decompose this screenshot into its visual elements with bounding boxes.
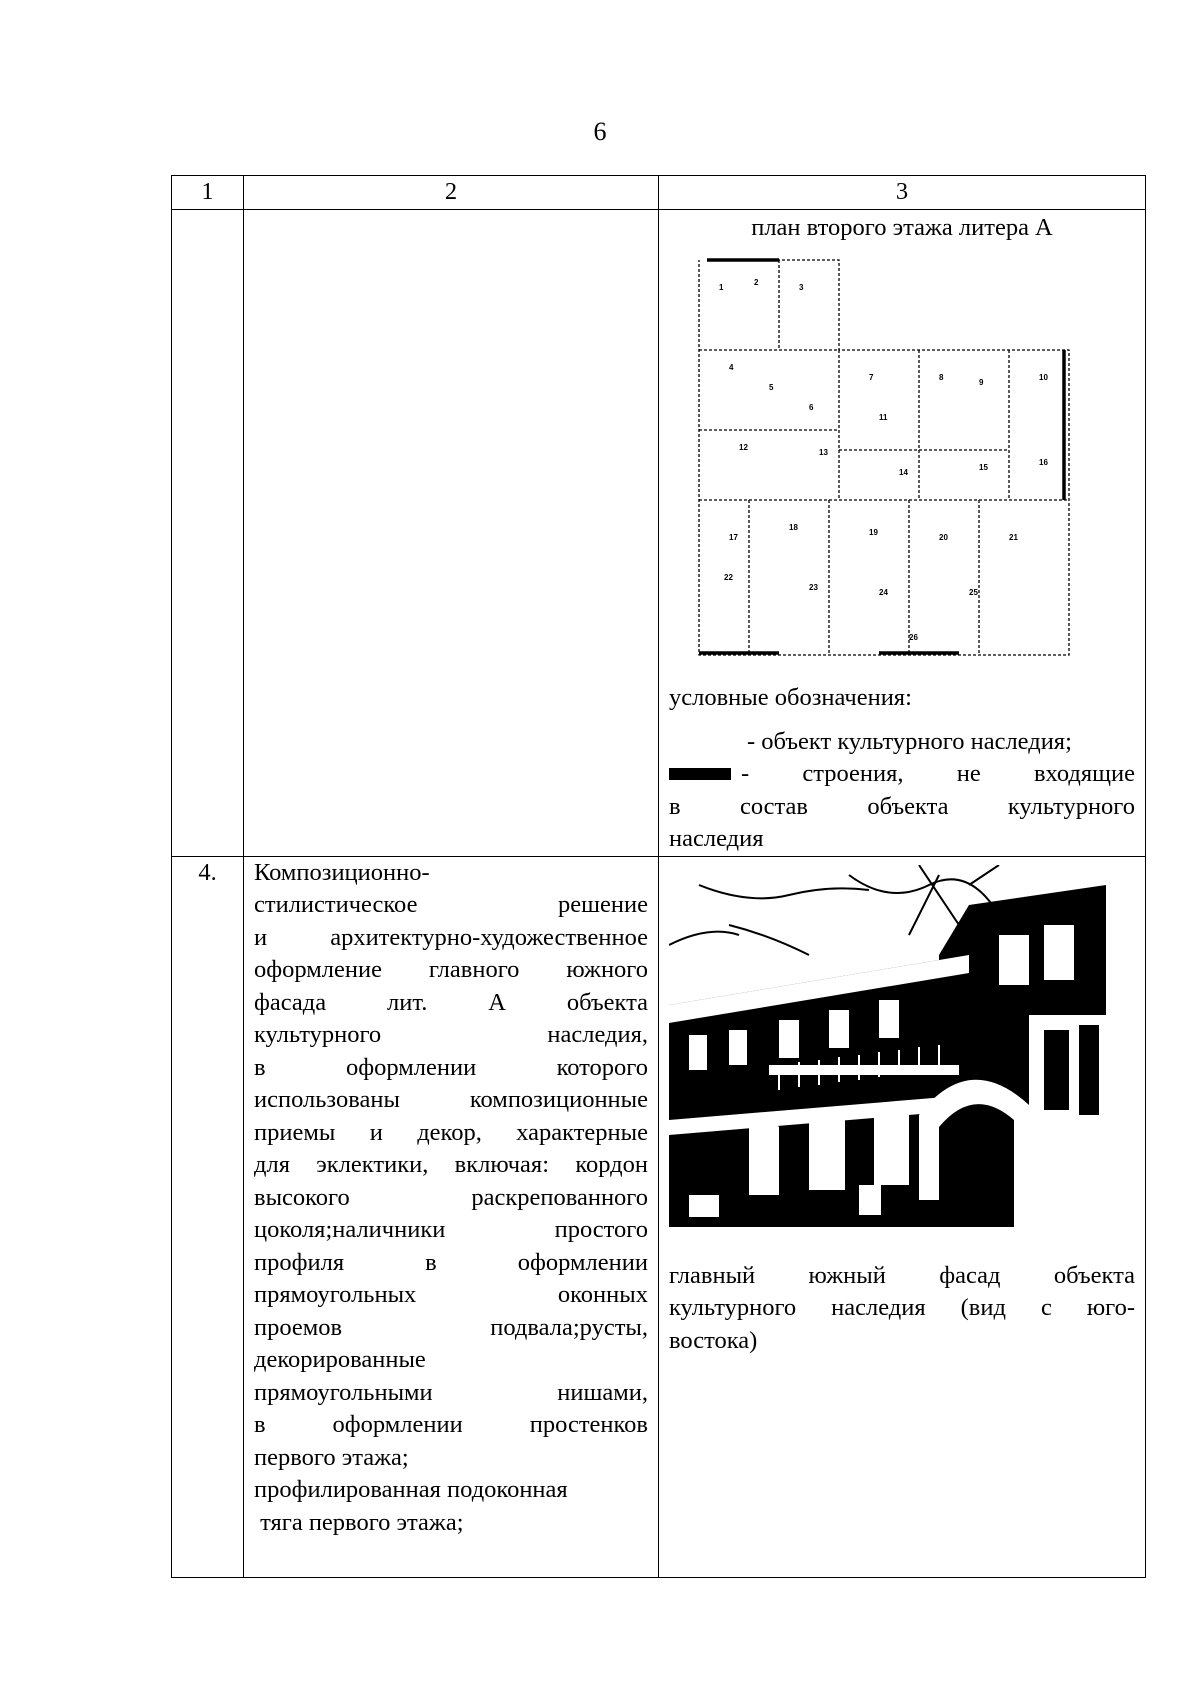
facade-photo-figure — [669, 857, 1135, 1260]
description-line: использованы композиционные — [254, 1086, 648, 1113]
description-line: декорированные — [254, 1346, 426, 1373]
row-cont-image-cell — [659, 209, 1146, 856]
room-label: 20 — [939, 533, 948, 542]
room-label: 11 — [879, 413, 888, 422]
description-line: фасада лит. А объекта — [254, 988, 648, 1016]
room-label: 7 — [869, 373, 874, 382]
room-label: 9 — [979, 378, 984, 387]
room-label: 24 — [879, 588, 888, 597]
description-line: культурного наследия, — [254, 1021, 648, 1048]
header-col-3: 3 — [659, 176, 1146, 210]
room-label: 8 — [939, 373, 944, 382]
description-line: Композиционно- — [254, 858, 430, 886]
room-label: 23 — [809, 583, 818, 592]
photo-caption-line-3: востока) — [669, 1326, 758, 1354]
room-label: 10 — [1039, 373, 1048, 382]
row-4-number: 4. — [172, 856, 244, 1577]
description-line: первого этажа; — [254, 1443, 409, 1471]
table-header-row — [172, 176, 1146, 210]
room-label: 22 — [724, 573, 733, 582]
legend-item-other-buildings — [669, 758, 1135, 791]
description-line: профиля в оформлении — [254, 1248, 648, 1276]
room-label: 14 — [899, 468, 908, 477]
description-line: стилистическое решение — [254, 891, 648, 918]
description-line: тяга первого этажа; — [254, 1508, 464, 1536]
row-4-description — [254, 857, 648, 1540]
floor-plan-figure — [669, 244, 1135, 682]
description-line: прямоугольных оконных — [254, 1281, 648, 1308]
row-4-description-cell — [244, 856, 659, 1577]
legend-item-2-line-2: в состав объекта культурного — [669, 792, 1135, 820]
room-label: 18 — [789, 523, 798, 532]
description-line: прямоугольными нишами, — [254, 1378, 648, 1406]
description-line: приемы и декор, характерные — [254, 1118, 648, 1146]
page-number: 6 — [593, 117, 607, 146]
legend-item-2-line-3: наследия — [669, 825, 764, 852]
table-row-4 — [172, 856, 1146, 1577]
room-label: 21 — [1009, 533, 1018, 542]
room-label: 26 — [909, 633, 918, 642]
description-line: для эклектики, включая: кордон — [254, 1151, 648, 1178]
room-label: 13 — [819, 448, 828, 457]
black-bar-icon — [669, 768, 731, 780]
row-cont-number-cell — [172, 209, 244, 856]
legend-item-heritage: - объект культурного наследия; — [747, 727, 1072, 755]
room-label: 16 — [1039, 458, 1048, 467]
header-col-1: 1 — [172, 176, 244, 210]
description-line: оформление главного южного — [254, 956, 648, 983]
row-cont-description-cell — [244, 209, 659, 856]
table-row-continuation — [172, 209, 1146, 856]
room-label: 4 — [729, 363, 734, 372]
description-line: в оформлении простенков — [254, 1411, 648, 1438]
facade-photo — [669, 865, 1106, 1227]
description-line: профилированная подоконная — [254, 1476, 568, 1503]
room-label: 3 — [799, 283, 804, 292]
room-label: 12 — [739, 443, 748, 452]
legend-item-2-line-1: - строения, не входящие — [741, 760, 1135, 787]
heritage-table — [171, 175, 1146, 1578]
room-label: 5 — [769, 383, 774, 392]
description-line: в оформлении которого — [254, 1053, 648, 1081]
header-col-2: 2 — [244, 176, 659, 210]
photo-caption-line-1: главный южный фасад объекта — [669, 1261, 1135, 1289]
room-label: 1 — [719, 283, 724, 292]
description-line: высокого раскрепованного — [254, 1183, 648, 1211]
photo-caption-line-2: культурного наследия (вид с юго- — [669, 1294, 1135, 1321]
description-line: проемов подвала;русты, — [254, 1313, 648, 1341]
room-label: 19 — [869, 528, 878, 537]
legend-title: условные обозначения: — [669, 684, 912, 711]
room-label: 15 — [979, 463, 988, 472]
room-label: 25 — [969, 588, 978, 597]
room-label: 17 — [729, 533, 738, 542]
room-label: 6 — [809, 403, 814, 412]
floor-plan-room-labels — [679, 250, 1099, 670]
room-label: 2 — [754, 278, 759, 287]
plan-title: план второго этажа литера А — [751, 213, 1053, 241]
description-line: цоколя;наличники простого — [254, 1216, 648, 1243]
row-4-photo-cell — [659, 856, 1146, 1577]
description-line: и архитектурно-художественное — [254, 923, 648, 951]
